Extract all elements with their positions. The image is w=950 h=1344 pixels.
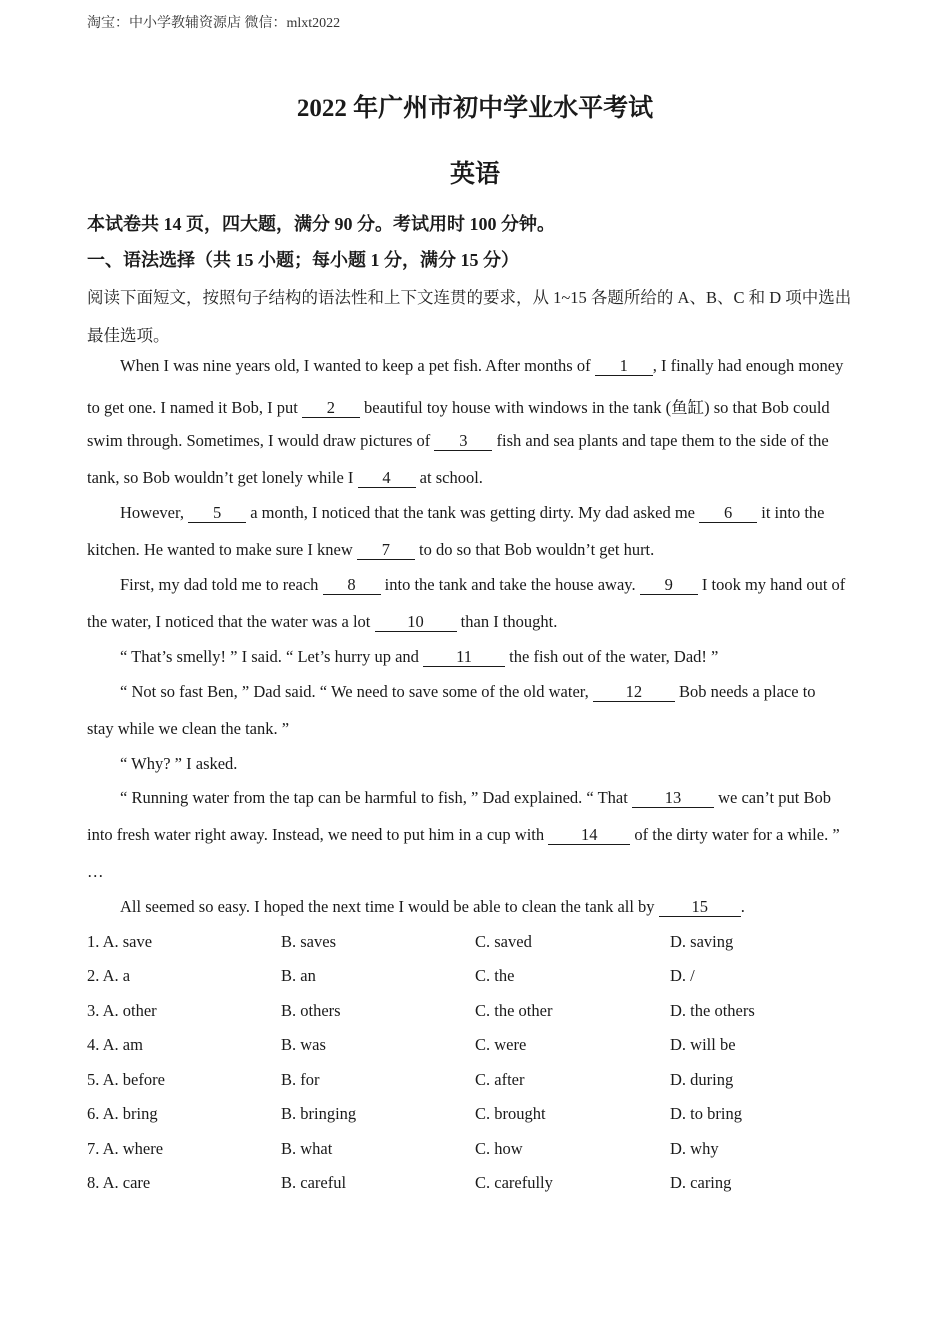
blank-11: 11 xyxy=(423,648,505,667)
passage-line: swim through. Sometimes, I would draw pictures of 3 fish and sea plants and tape them to the side of the xyxy=(87,431,829,450)
passage-line: to get one. I named it Bob, I put 2 beautiful toy house with windows in the tank (鱼缸) so that Bob could xyxy=(87,398,830,417)
passage-line: … xyxy=(87,862,104,881)
option-c: C. were xyxy=(475,1035,527,1054)
passage-line: “ That’s smelly! ” I said. “ Let’s hurry up and 11 the fish out of the water, Dad! ” xyxy=(120,647,719,666)
option-d: D. / xyxy=(670,966,695,985)
option-a: 6. A. bring xyxy=(87,1104,158,1123)
passage-line: “ Running water from the tap can be harmful to fish, ” Dad explained. “ That 13 we can’t put Bob xyxy=(120,788,831,807)
option-b: B. careful xyxy=(281,1173,347,1192)
blank-5: 5 xyxy=(188,504,246,523)
option-d: D. will be xyxy=(670,1035,736,1054)
option-b: B. others xyxy=(281,1001,341,1020)
blank-3: 3 xyxy=(434,432,492,451)
option-b: B. was xyxy=(281,1035,326,1054)
blank-15: 15 xyxy=(659,898,741,917)
passage-line: When I was nine years old, I wanted to keep a pet fish. After months of 1 , I finally had enough money xyxy=(120,356,844,375)
passage-line: All seemed so easy. I hoped the next time I would be able to clean the tank all by 15 . xyxy=(120,897,745,916)
option-a: 2. A. a xyxy=(87,966,131,985)
option-b: B. bringing xyxy=(281,1104,357,1123)
passage-line: However, 5 a month, I noticed that the tank was getting dirty. My dad asked me 6 it into the xyxy=(120,503,825,522)
section-heading: 一、语法选择（共 15 小题；每小题 1 分，满分 15 分） xyxy=(87,250,519,270)
option-d: D. to bring xyxy=(670,1104,742,1123)
option-c: C. the xyxy=(475,966,515,985)
blank-6: 6 xyxy=(699,504,757,523)
exam-title: 2022 年广州市初中学业水平考试 xyxy=(296,95,654,122)
option-b: B. saves xyxy=(281,932,336,951)
paper-note: 本试卷共 14 页，四大题，满分 90 分。考试用时 100 分钟。 xyxy=(87,214,555,234)
option-c: C. how xyxy=(475,1139,523,1158)
option-b: B. what xyxy=(281,1139,333,1158)
page-header: 淘宝：中小学教辅资源店 微信：mlxt2022 xyxy=(87,16,341,31)
option-a: 7. A. where xyxy=(87,1139,164,1158)
passage-line: into fresh water right away. Instead, we need to put him in a cup with 14 of the dirty water for a while. ” xyxy=(87,825,840,844)
passage-line: “ Why? ” I asked. xyxy=(120,754,238,773)
option-a: 1. A. save xyxy=(87,932,153,951)
option-a: 3. A. other xyxy=(87,1001,157,1020)
option-d: D. the others xyxy=(670,1001,755,1020)
blank-14: 14 xyxy=(548,826,630,845)
blank-8: 8 xyxy=(323,576,381,595)
option-d: D. saving xyxy=(670,932,734,951)
option-b: B. for xyxy=(281,1070,320,1089)
passage-line: the water, I noticed that the water was a lot 10 than I thought. xyxy=(87,612,558,631)
blank-7: 7 xyxy=(357,541,415,560)
passage-line: First, my dad told me to reach 8 into the tank and take the house away. 9 I took my hand out of xyxy=(120,575,846,594)
passage-line: kitchen. He wanted to make sure I knew 7 to do so that Bob wouldn’t get hurt. xyxy=(87,540,655,559)
option-c: C. the other xyxy=(475,1001,553,1020)
option-c: C. carefully xyxy=(475,1173,553,1192)
option-a: 5. A. before xyxy=(87,1070,165,1089)
blank-2: 2 xyxy=(302,399,360,418)
blank-9: 9 xyxy=(640,576,698,595)
subject-title: 英语 xyxy=(449,161,500,188)
blank-12: 12 xyxy=(593,683,675,702)
blank-4: 4 xyxy=(358,469,416,488)
option-d: D. during xyxy=(670,1070,734,1089)
option-d: D. caring xyxy=(670,1173,732,1192)
option-b: B. an xyxy=(281,966,316,985)
option-a: 4. A. am xyxy=(87,1035,143,1054)
option-c: C. after xyxy=(475,1070,525,1089)
option-c: C. saved xyxy=(475,932,532,951)
option-c: C. brought xyxy=(475,1104,546,1123)
instruction-line-1: 阅读下面短文，按照句子结构的语法性和上下文连贯的要求，从 1~15 各题所给的 A、B、C 和 D 项中选出 xyxy=(87,288,852,307)
instruction-line-2: 最佳选项。 xyxy=(87,326,170,345)
passage-line: stay while we clean the tank. ” xyxy=(87,719,290,738)
option-d: D. why xyxy=(670,1139,719,1158)
passage-line: tank, so Bob wouldn’t get lonely while I 4 at school. xyxy=(87,468,483,487)
blank-13: 13 xyxy=(632,789,714,808)
blank-10: 10 xyxy=(375,613,457,632)
passage-line: “ Not so fast Ben, ” Dad said. “ We need to save some of the old water, 12 Bob needs a place to xyxy=(120,682,816,701)
blank-1: 1 xyxy=(595,357,653,376)
option-a: 8. A. care xyxy=(87,1173,151,1192)
